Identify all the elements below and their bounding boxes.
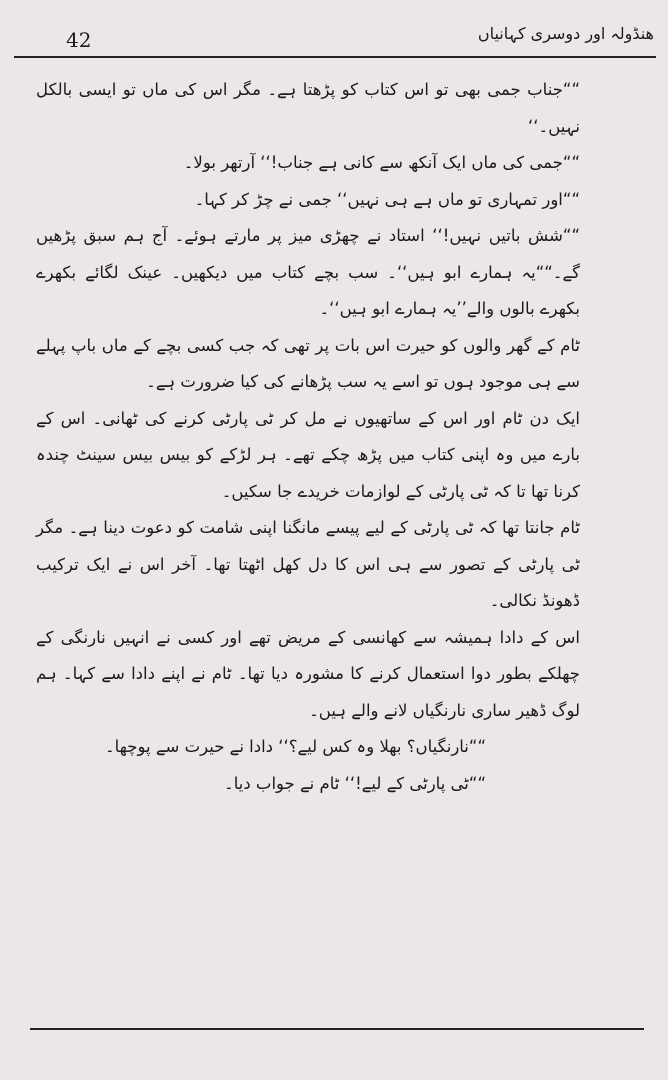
paragraph: ““جمی کی ماں ایک آنکھ سے کانی ہے جناب!‘‘ آرتھر بولا۔ xyxy=(183,153,580,172)
header-rule xyxy=(14,56,656,58)
paragraph: ایک دن ٹام اور اس کے ساتھیوں نے مل کر ٹی پارٹی کرنے کی ٹھانی۔ اس کے بارے میں وہ اپنی کتاب میں پڑھ چکے تھے۔ ہر لڑکے کو بیس بیس سینٹ چندہ کرنا تھا تا کہ ٹی پارٹی کے لوازمات خریدے جا سکیں۔ xyxy=(36,408,580,501)
page-body xyxy=(36,72,616,802)
paragraph: اس کے دادا ہمیشہ سے کھانسی کے مریض تھے اور کسی نے انہیں نارنگی کے چھلکے بطور دوا استعمال کرنے کا مشورہ دیا تھا۔ ٹام نے اپنے دادا سے کہا۔ ہم لوگ ڈھیر ساری نارنگیاں لانے والے ہیں۔ xyxy=(36,627,580,720)
page-header xyxy=(14,22,654,56)
paragraph: ٹام جانتا تھا کہ ٹی پارٹی کے لیے پیسے مانگنا اپنی شامت کو دعوت دینا ہے۔ مگر ٹی پارٹی کے تصور سے ہی اس کا دل کھل اٹھتا تھا۔ آخر اس نے ایک ترکیب ڈھونڈ نکالی۔ xyxy=(36,518,580,610)
paragraph: ““شش باتیں نہیں!‘‘ استاد نے چھڑی میز پر مارتے ہوئے۔ آج ہم سبق پڑھیں گے۔““یہ ہمارے ابو ہیں‘‘۔ سب بچے کتاب میں دیکھیں۔ عینک لگائے بکھرے بکھرے بالوں والے’’یہ ہمارے ابو ہیں‘‘۔ xyxy=(36,226,580,318)
paragraph: ٹام کے گھر والوں کو حیرت اس بات پر تھی کہ جب کسی بچے کے ماں باپ پہلے سے ہی موجود ہوں تو اسے یہ سب پڑھانے کی کیا ضرورت ہے۔ xyxy=(36,335,580,391)
paragraph: ““اور تمہاری تو ماں ہے ہی نہیں‘‘ جمی نے چڑ کر کہا۔ xyxy=(194,189,580,209)
paragraph: ““ٹی پارٹی کے لیے!‘‘ ٹام نے جواب دیا۔ xyxy=(224,773,486,793)
paragraph: ““نارنگیاں؟ بھلا وہ کس لیے؟‘‘ دادا نے حیرت سے پوچھا۔ xyxy=(104,737,486,756)
page-number: 42 xyxy=(66,28,92,52)
paragraph: ““جناب جمی بھی تو اس کتاب کو پڑھتا ہے۔ مگر اس کی ماں تو ایسی بالکل نہیں۔‘‘ xyxy=(36,80,580,136)
running-title: ھنڈولہ اور دوسری کہانیاں xyxy=(477,24,654,43)
footer-rule xyxy=(30,1028,644,1030)
